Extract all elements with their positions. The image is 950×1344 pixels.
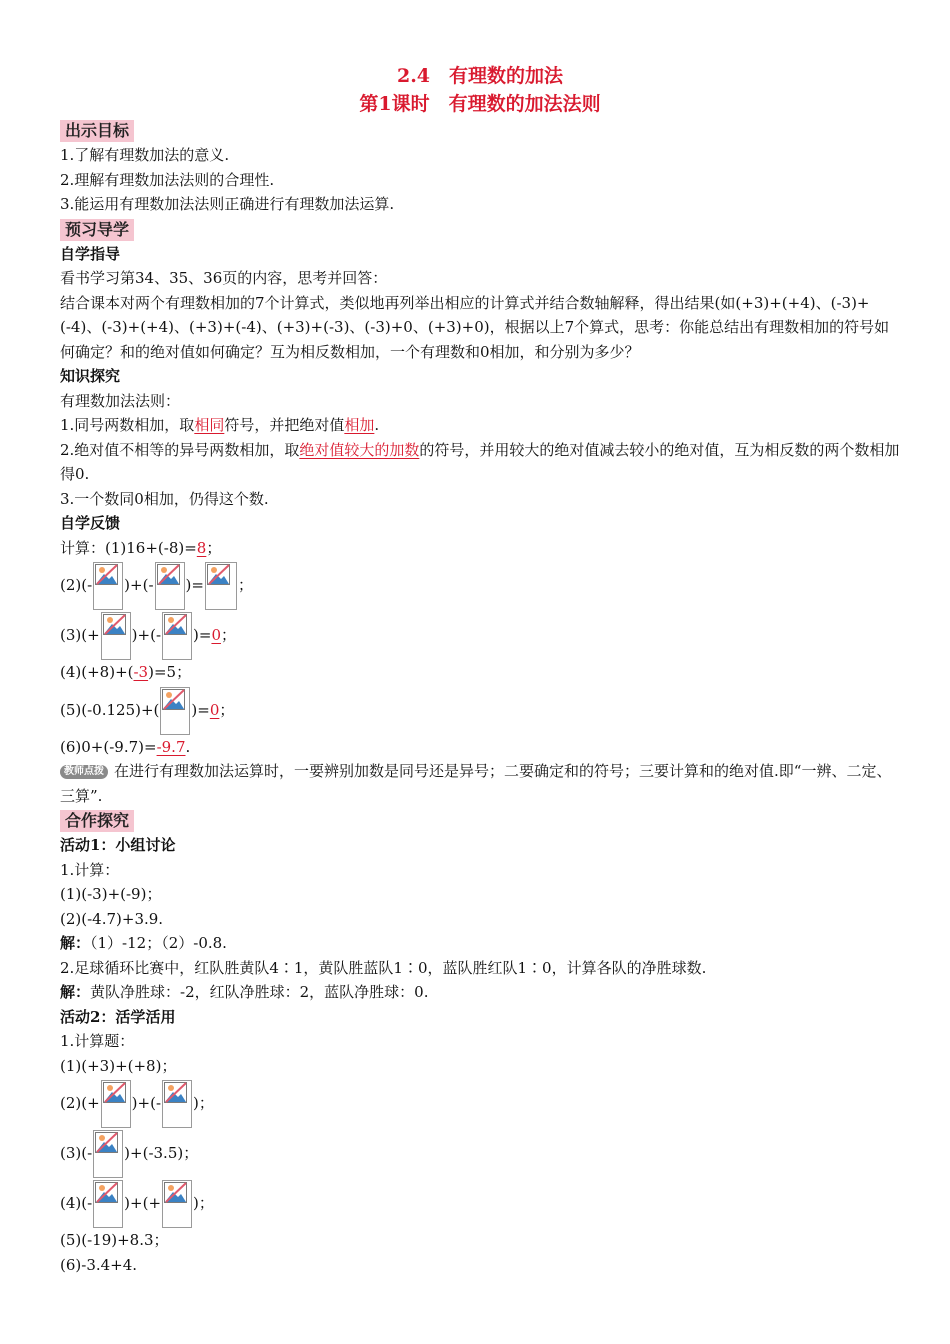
activity1-question: 2.足球循环比赛中，红队胜黄队4∶1，黄队胜蓝队1∶0，蓝队胜红队1∶0，计算各队的净胜球数. — [60, 958, 707, 977]
answer-blank: -3 — [133, 663, 149, 681]
image-placeholder-icon — [155, 562, 185, 610]
feedback-item-4 — [60, 660, 900, 685]
worksheet-page — [60, 62, 900, 1277]
rule-text: . — [374, 416, 380, 434]
rule-2 — [60, 438, 900, 487]
expr-text: (6)0+(-9.7)= — [60, 737, 157, 756]
expr-text: )+(- — [131, 1094, 162, 1112]
activity2-expr: (6)-3.4+4. — [60, 1255, 138, 1274]
expr-text: )= — [193, 626, 212, 644]
teacher-tip-text: 在进行有理数加法运算时，一要辨别加数是同号还是异号；二要确定和的符号；三要计算和的绝对值.即“一辨、二定、三算”. — [60, 762, 892, 805]
knowledge-intro: 有理数加法法则： — [60, 391, 181, 410]
expr-text: )+(- — [124, 576, 154, 594]
expr-text: (3)(+ — [60, 626, 100, 644]
image-placeholder-icon — [162, 612, 192, 660]
rule-text: 1.同号两数相加，取 — [60, 416, 195, 434]
answer-blank: 绝对值较大的加数 — [299, 440, 420, 459]
expr-text: (5)(-0.125)+( — [60, 700, 160, 719]
solution-label: 解： — [60, 983, 91, 1001]
activity2-expr — [60, 1078, 900, 1128]
knowledge-heading: 知识探究 — [60, 367, 121, 385]
activity2-expr: (1)(+3)+(+8)； — [60, 1056, 177, 1075]
activity1-expr: (1)(-3)+(-9)； — [60, 885, 162, 903]
image-placeholder-icon — [101, 1080, 131, 1128]
solution-label: 解： — [60, 934, 91, 952]
expr-text: )； — [193, 1094, 214, 1112]
broken-image-glyph — [95, 1182, 119, 1204]
feedback-item-2 — [60, 560, 900, 610]
feedback-item-5 — [60, 685, 900, 735]
expr-text: ； — [237, 576, 253, 594]
expr-text: ； — [206, 538, 222, 557]
expr-text: )= — [185, 576, 204, 594]
image-placeholder-icon — [160, 687, 190, 735]
broken-image-glyph — [164, 614, 188, 636]
rule-text: 符号，并把绝对值 — [224, 416, 345, 434]
image-placeholder-icon — [93, 1130, 123, 1178]
expr-text: )； — [193, 1194, 214, 1212]
solution-text: （1）-12；（2）-0.8. — [90, 934, 227, 952]
rule-text: 2.绝对值不相等的异号两数相加，取 — [60, 440, 300, 459]
activity2-expr: (5)(-19)+8.3； — [60, 1231, 169, 1249]
broken-image-glyph — [103, 1082, 127, 1104]
section-preview: 预习导学 — [60, 219, 134, 241]
answer-blank: 0 — [211, 626, 221, 644]
lesson-subtitle: 第1课时 有理数的加法法则 — [359, 93, 601, 115]
image-placeholder-icon — [205, 562, 237, 610]
expr-text: (2)(- — [60, 576, 93, 594]
answer-blank: 8 — [196, 538, 207, 557]
goal-item: 1.了解有理数加法的意义. — [60, 146, 230, 164]
activity1-question: 1.计算： — [60, 860, 120, 879]
expr-text: (3)(- — [60, 1144, 93, 1162]
rule-1 — [60, 413, 900, 438]
image-placeholder-icon — [93, 562, 123, 610]
image-placeholder-icon — [101, 612, 131, 660]
expr-text: )=5； — [148, 663, 192, 681]
broken-image-glyph — [157, 564, 181, 586]
answer-blank: 0 — [209, 700, 220, 719]
feedback-heading: 自学反馈 — [60, 514, 121, 532]
image-placeholder-icon — [162, 1080, 192, 1128]
activity2-question: 1.计算题： — [60, 1032, 135, 1050]
rule-text: 的符号，并用较大的绝对值减去较小的绝对值，互为相反数的两个数相加得0. — [60, 440, 900, 483]
goal-item: 3.能运用有理数加法法则正确进行有理数加法运算. — [60, 195, 395, 213]
teacher-tip-badge: 教师点拨 — [60, 765, 108, 779]
broken-image-glyph — [164, 1182, 188, 1204]
answer-blank: 相加 — [344, 416, 375, 434]
image-placeholder-icon — [93, 1180, 123, 1228]
broken-image-glyph — [164, 1082, 188, 1104]
goal-item: 2.理解有理数加法法则的合理性. — [60, 170, 275, 189]
image-placeholder-icon — [162, 1180, 192, 1228]
expr-text: ； — [219, 700, 235, 719]
activity1-heading: 活动1：小组讨论 — [60, 836, 176, 854]
teacher-tip — [60, 759, 900, 808]
self-guide-heading: 自学指导 — [60, 244, 121, 263]
expr-text: )+(- — [131, 626, 162, 644]
rule-3: 3.一个数同0相加，仍得这个数. — [60, 489, 269, 508]
expr-text: . — [185, 737, 191, 756]
expr-text: )+(+ — [124, 1194, 162, 1212]
feedback-item-1 — [60, 536, 900, 561]
activity1-solution — [60, 980, 900, 1005]
activity1-solution — [60, 931, 900, 956]
section-goals: 出示目标 — [60, 120, 134, 142]
answer-blank: 相同 — [194, 416, 225, 434]
expr-text: ； — [220, 626, 236, 644]
broken-image-glyph — [95, 564, 119, 586]
feedback-item-6 — [60, 735, 900, 760]
answer-blank: -9.7 — [156, 737, 186, 756]
self-guide-line: 看书学习第34、35、36页的内容，思考并回答： — [60, 269, 388, 287]
self-guide-paragraph: 结合课本对两个有理数相加的7个计算式，类似地再列举出相应的计算式并结合数轴解释，得出结果(如(+3)+(+4)、(-3)+(-4)、(-3)+(+4)、(+3)+(-4)、(+3)+(-3)、(-3)+0、(+3)+0)，根据以上7个算式，思考：你能总结出有理数相加的符号如何确定？和的绝对值如何确定？互为相反数相加，一个有理数和0相加，和分别为多少？ — [60, 293, 890, 361]
expr-text: (4)(- — [60, 1194, 93, 1212]
expr-text: )= — [191, 700, 210, 719]
broken-image-glyph — [95, 1132, 119, 1154]
expr-text: (2)(+ — [60, 1094, 100, 1112]
expr-text: )+(-3.5)； — [124, 1144, 199, 1162]
broken-image-glyph — [207, 564, 231, 586]
activity2-expr — [60, 1128, 900, 1178]
broken-image-glyph — [103, 614, 127, 636]
activity2-heading: 活动2：活学活用 — [60, 1007, 176, 1026]
expr-text: (4)(+8)+( — [60, 663, 134, 681]
broken-image-glyph — [162, 689, 186, 711]
section-coop: 合作探究 — [60, 810, 134, 832]
activity2-expr — [60, 1178, 900, 1228]
expr-text: 计算：(1)16+(-8)= — [60, 538, 197, 557]
lesson-title: 2.4 有理数的加法 — [396, 65, 564, 87]
feedback-item-3 — [60, 610, 900, 660]
activity1-expr: (2)(-4.7)+3.9. — [60, 909, 164, 928]
solution-text: 黄队净胜球：-2，红队净胜球：2，蓝队净胜球：0. — [90, 983, 429, 1001]
